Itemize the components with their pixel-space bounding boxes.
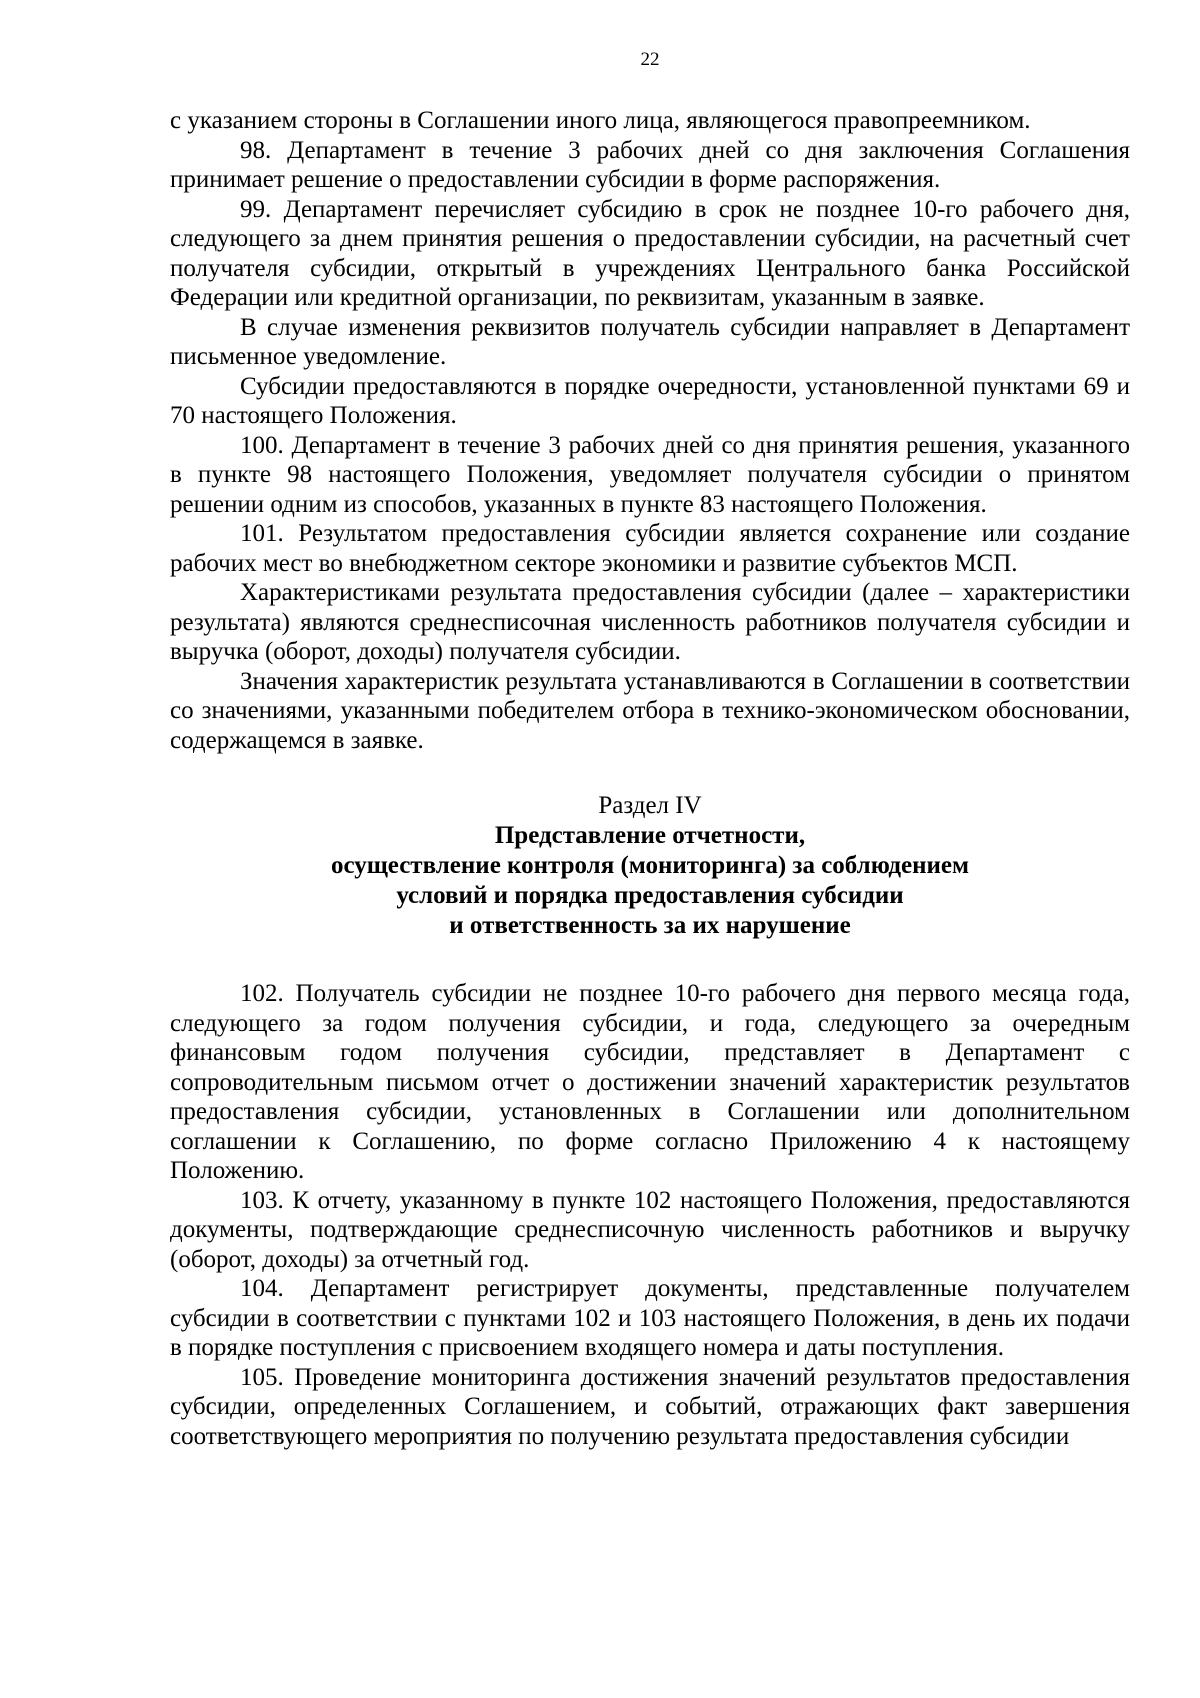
paragraph-p99c: Субсидии предоставляются в порядке очередности, установленной пунктами 69 и 70 настоящего Положения. <box>170 372 1130 429</box>
paragraph-p-cont: с указанием стороны в Соглашении иного лица, являющегося правопреемником. <box>170 107 1031 134</box>
section-title-line: осуществление контроля (мониторинга) за соблюдением <box>330 852 970 879</box>
section-heading <box>170 791 1130 941</box>
page-number: 22 <box>640 49 660 70</box>
paragraph-p101b: Характеристиками результата предоставления субсидии (далее – характеристики результата) являются среднесписочная численность работников получателя субсидии и выручка (оборот, доходы) получателя субсидии. <box>170 579 1130 665</box>
section-title-line: Представление отчетности, <box>494 822 806 849</box>
paragraph-p104: 104. Департамент регистрирует документы, представленные получателем субсидии в соответствии с пунктами 102 и 103 настоящего Положения, в день их подачи в порядке поступления с присвоением входящего номера и даты поступления. <box>170 1275 1130 1361</box>
bottom-paragraphs <box>170 979 1130 1451</box>
paragraph-p99b: В случае изменения реквизитов получатель субсидии направляет в Департамент письменное уведомление. <box>170 313 1130 370</box>
paragraph-p101c: Значения характеристик результата устанавливаются в Соглашении в соответствии со значениями, указанными победителем отбора в технико-экономическом обосновании, содержащемся в заявке. <box>170 667 1130 754</box>
section-label: Раздел IV <box>598 792 702 819</box>
section-title-line: условий и порядка предоставления субсидии <box>396 882 904 909</box>
paragraph-p103: 103. К отчету, указанному в пункте 102 настоящего Положения, предоставляются документы, подтверждающие среднесписочную численность работников и выручку (оборот, доходы) за отчетный год. <box>170 1186 1130 1273</box>
document-body <box>170 106 1130 1451</box>
paragraph-p99: 99. Департамент перечисляет субсидию в срок не позднее 10-го рабочего дня, следующего за днем принятия решения о предоставлении субсидии, на расчетный счет получателя субсидии, открытый в учреждениях Центрального банка Российской Федерации или кредитной организации, по реквизитам, указанным в заявке. <box>170 195 1130 311</box>
paragraph-p101: 101. Результатом предоставления субсидии является сохранение или создание рабочих мест во внебюджетном секторе экономики и развитие субъектов МСП. <box>170 520 1130 577</box>
paragraph-p105: 105. Проведение мониторинга достижения значений результатов предоставления субсидии, определенных Соглашением, и событий, отражающих факт завершения соответствующего мероприятия по получению результата предоставления субсидии <box>170 1363 1130 1450</box>
paragraph-p102: 102. Получатель субсидии не позднее 10-го рабочего дня первого месяца года, следующего за годом получения субсидии, и года, следующего за очередным финансовым годом получения субсидии, представляет в Департамент с сопроводительным письмом отчет о достижении значений характеристик результатов предоставления субсидии, установленных в Соглашении или дополнительном соглашении к Соглашению, по форме согласно Приложению 4 к настоящему Положению. <box>170 980 1130 1184</box>
paragraph-p98: 98. Департамент в течение 3 рабочих дней со дня заключения Соглашения принимает решение о предоставлении субсидии в форме распоряжения. <box>170 136 1130 193</box>
top-paragraphs <box>170 106 1130 755</box>
section-title-line: и ответственность за их нарушение <box>449 912 851 939</box>
paragraph-p100: 100. Департамент в течение 3 рабочих дней со дня принятия решения, указанного в пункте 98 настоящего Положения, уведомляет получателя субсидии о принятом решении одним из способов, указанных в пункте 83 настоящего Положения. <box>170 431 1130 518</box>
section-title <box>170 821 1130 941</box>
